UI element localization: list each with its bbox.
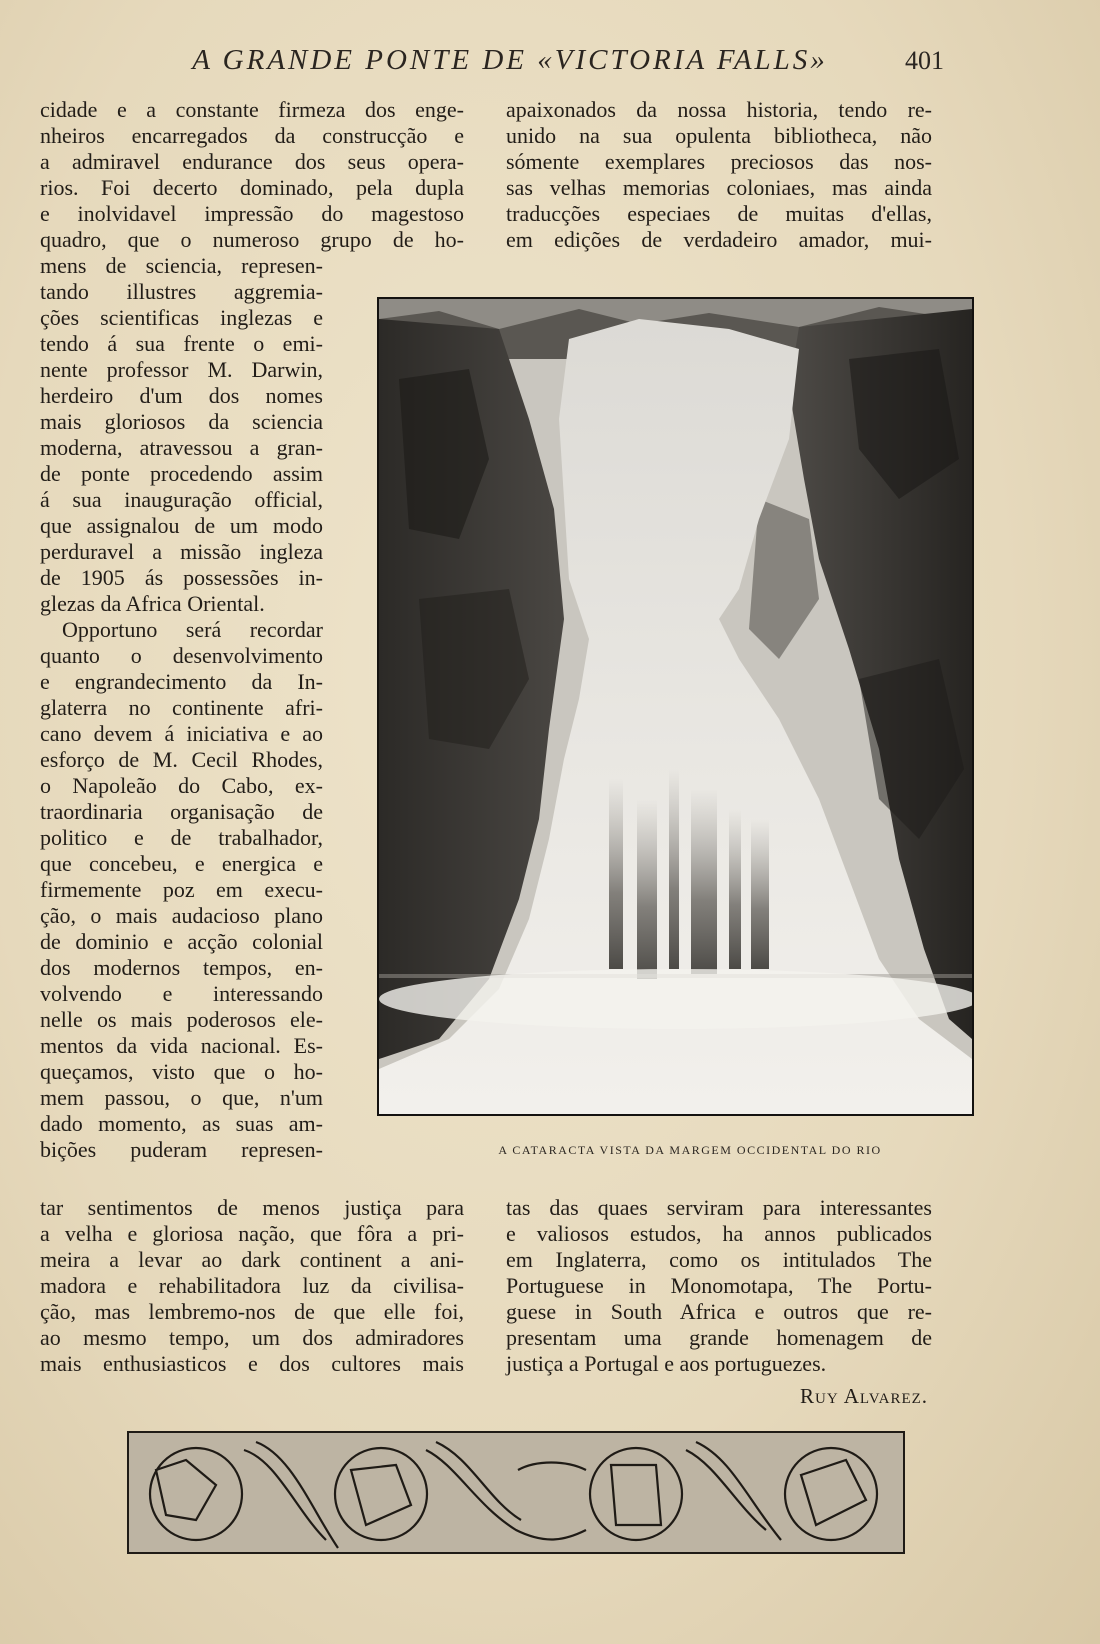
text-line: em Inglaterra, como os intitulados The [506,1247,932,1272]
text-line: politico e de trabalhador, [40,825,323,850]
text-line: mais enthusiasticos e dos cultores mais [40,1351,464,1376]
text-line: Opportuno será recordar [62,617,323,642]
text-line: firmemente poz em execu- [40,877,323,902]
text-line: em edições de verdadeiro amador, mui- [506,227,932,252]
text-line: justiça a Portugal e aos portuguezes. [506,1351,827,1376]
text-line: tando illustres aggremia- [40,279,323,304]
text-line: presentam uma grande homenagem de [506,1325,932,1350]
text-line: perduravel a missão ingleza [40,539,323,564]
text-line: glezas da Africa Oriental. [40,591,265,616]
text-line: ções scientificas inglezas e [40,305,323,330]
text-line: rios. Foi decerto dominado, pela dupla [40,175,464,200]
text-line: tar sentimentos de menos justiça para [40,1195,464,1220]
text-line: traordinaria organisação de [40,799,323,824]
text-line: mens de sciencia, represen- [40,253,323,278]
text-line: volvendo e interessando [40,981,323,1006]
text-line: ção, o mais audacioso plano [40,903,323,928]
text-line: tas das quaes serviram para interessantes [506,1195,932,1220]
text-line: de dominio e acção colonial [40,929,323,954]
text-line: de 1905 ás possessões in- [40,565,323,590]
text-line: o Napoleão do Cabo, ex- [40,773,323,798]
text-line: que assignalou de um modo [40,513,323,538]
text-line: mem passou, o que, n'um [40,1085,323,1110]
text-line: dos modernos tempos, en- [40,955,323,980]
text-line: ção, mas lembremo-nos de que elle foi, [40,1299,464,1324]
text-line: mais gloriosos da sciencia [40,409,323,434]
text-line: esforço de M. Cecil Rhodes, [40,747,323,772]
page-number: 401 [905,46,944,75]
text-line: madora e rehabilitadora luz da civilisa- [40,1273,464,1298]
text-line: e inolvidavel impressão do magestoso [40,201,464,226]
figure-caption: A CATARACTA VISTA DA MARGEM OCCIDENTAL DO RIO [498,1143,882,1157]
waterfall-photo [377,297,974,1116]
text-line: sas velhas memorias coloniaes, mas ainda [506,175,932,200]
text-line: traducções especiaes de muitas d'ellas, [506,201,932,226]
text-line: nheiros encarregados da construcção e [40,123,464,148]
author-signature: Ruy Alvarez. [800,1384,929,1408]
text-line: ao mesmo tempo, um dos admiradores [40,1325,464,1350]
text-line: guese in South Africa e outros que re- [506,1299,932,1324]
text-line: nente professor M. Darwin, [40,357,323,382]
text-line: unido na sua opulenta bibliotheca, não [506,123,932,148]
text-line: moderna, atravessou a gran- [40,435,323,460]
text-line: mentos da vida nacional. Es- [40,1033,323,1058]
text-line: sómente exemplares preciosos das nos- [506,149,932,174]
text-line: quanto o desenvolvimento [40,643,323,668]
text-line: Portuguese in Monomotapa, The Portu- [506,1273,932,1298]
text-line: glaterra no continente afri- [40,695,323,720]
text-line: e valiosos estudos, ha annos publicados [506,1221,932,1246]
text-line: bições puderam represen- [40,1137,323,1162]
text-line: á sua inauguração official, [40,487,323,512]
text-line: queçamos, visto que o ho- [40,1059,323,1084]
text-line: e engrandecimento da In- [40,669,323,694]
text-line: herdeiro d'um dos nomes [40,383,323,408]
text-line: meira a levar ao dark continent a ani- [40,1247,464,1272]
text-line: a admiravel endurance dos seus opera- [40,149,464,174]
text-line: a velha e gloriosa nação, que fôra a pri- [40,1221,464,1246]
text-line: apaixonados da nossa historia, tendo re- [506,97,932,122]
text-line: nelle os mais poderosos ele- [40,1007,323,1032]
text-line: cano devem á iniciativa e ao [40,721,323,746]
text-line: quadro, que o numeroso grupo de ho- [40,227,464,252]
header-title: A GRANDE PONTE DE «VICTORIA FALLS» [192,44,828,76]
text-line: de ponte procedendo assim [40,461,323,486]
text-line: que concebeu, e energica e [40,851,323,876]
text-line: dado momento, as suas am- [40,1111,323,1136]
text-line: tendo á sua frente o emi- [40,331,323,356]
decorative-tailpiece [126,1430,906,1555]
text-line: cidade e a constante firmeza dos enge- [40,97,464,122]
